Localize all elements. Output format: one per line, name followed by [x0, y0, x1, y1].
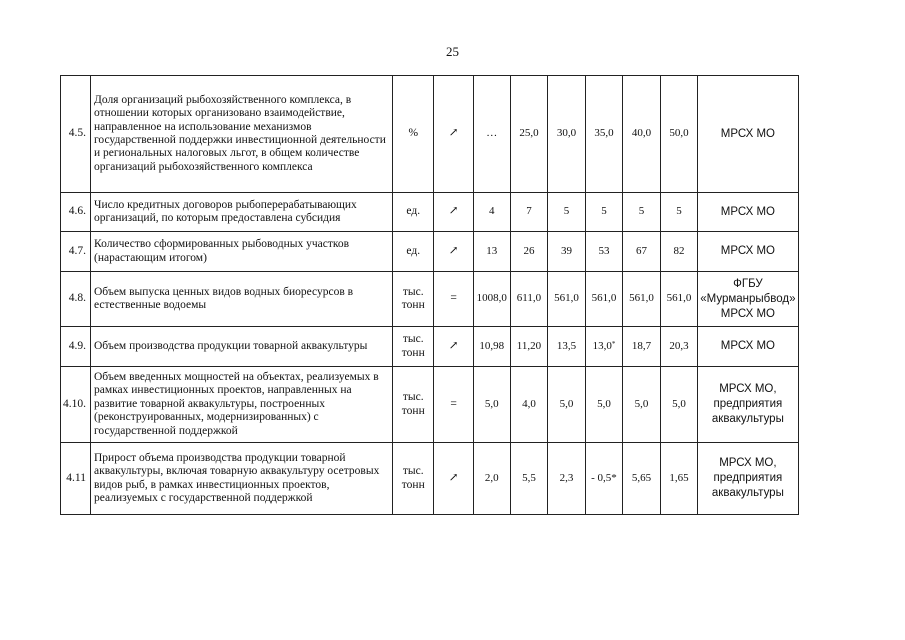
value-cell-v6 [660, 76, 698, 193]
row-number: 4.8. [61, 272, 91, 327]
value-cell-v5 [623, 443, 661, 515]
indicator-name: Доля организаций рыбохозяйственного комплекса, в отношении которых организовано взаимодействие, направленное на использование механизмов государственной поддержки инвестиционной деятельности и региональных налоговых льгот, в общем количестве организаций рыбохозяйственного комплекса [91, 76, 393, 193]
indicator-name: Прирост объема производства продукции товарной аквакультуры, включая товарную аквакультуру осетровых видов рыб, в рамках инвестиционных проектов, реализуемых с государственной поддержкой [91, 443, 393, 515]
indicator-name: Число кредитных договоров рыбоперерабатывающих организаций, по которым предоставлена субсидия [91, 193, 393, 232]
trend-cell: ↗ [434, 76, 473, 193]
unit-cell: ед. [393, 232, 434, 272]
value-cell-v3 [548, 193, 586, 232]
value-cell-v6 [660, 327, 698, 367]
table-row [61, 272, 905, 327]
value-text: 13,0 [592, 339, 612, 352]
value-cell-v5 [623, 272, 661, 327]
value-text: 561,0 [591, 292, 617, 305]
value-text: 11,20 [516, 339, 542, 352]
trend-cell: ↗ [434, 193, 473, 232]
value-cell-v6 [660, 367, 698, 443]
value-cell-v3 [548, 232, 586, 272]
value-text: 611,0 [516, 292, 542, 305]
responsible-line: аквакультуры [711, 487, 784, 499]
value-text: - 0,5* [591, 471, 617, 484]
value-cell-v4 [585, 443, 623, 515]
value-cell-v1 [473, 327, 510, 367]
value-cell-v1 [473, 367, 510, 443]
trend-cell: ↗ [434, 327, 473, 367]
trend-cell: = [434, 272, 473, 327]
table-row [61, 76, 905, 193]
responsible-line: МРСХ МО [720, 307, 775, 320]
value-cell-v6 [660, 232, 698, 272]
value-cell-v3 [548, 76, 586, 193]
value-text: 1008,0 [476, 292, 507, 305]
trend-cell: ↗ [434, 443, 473, 515]
value-cell-v4 [585, 193, 623, 232]
value-cell-v6 [660, 443, 698, 515]
value-cell-v6 [660, 193, 698, 232]
value-cell-v5 [623, 367, 661, 443]
unit-cell: тыс. тонн [393, 443, 434, 515]
value-text: 39 [560, 244, 572, 257]
value-text: 5,5 [522, 471, 536, 484]
responsible-line: МРСХ МО [720, 205, 775, 218]
responsible-line: предприятия [713, 398, 783, 410]
row-number: 4.10. [61, 367, 91, 443]
value-text: 561,0 [629, 292, 654, 305]
value-footnote-mark: * [611, 339, 616, 348]
value-text: 4 [489, 205, 495, 218]
unit-cell: тыс. тонн [393, 367, 434, 443]
value-cell-v4 [585, 272, 623, 327]
value-text: 5 [563, 205, 570, 218]
value-text: 35,0 [594, 127, 614, 140]
value-text: 5 [676, 205, 682, 218]
value-cell-v3 [548, 443, 586, 515]
responsible-line: «Мурманрыбвод» [700, 292, 796, 305]
responsible-cell [698, 327, 798, 367]
table-row [61, 232, 905, 272]
value-text: 82 [673, 244, 685, 257]
trend-cell: = [434, 367, 473, 443]
value-text: 26 [523, 244, 535, 257]
value-cell-v4 [585, 367, 623, 443]
value-cell-v2 [510, 367, 547, 443]
value-cell-v1 [473, 193, 510, 232]
value-text: 5 [601, 205, 607, 218]
value-cell-v6 [660, 272, 698, 327]
value-text: 13,5 [556, 339, 577, 352]
value-cell-v5 [623, 327, 661, 367]
value-cell-v1 [473, 76, 510, 193]
responsible-cell [698, 443, 798, 515]
value-text: 53 [598, 244, 610, 257]
value-cell-v2 [510, 193, 547, 232]
value-text: 10,98 [479, 339, 505, 352]
indicator-name: Объем выпуска ценных видов водных биоресурсов в естественные водоемы [91, 272, 393, 327]
value-cell-v3 [548, 367, 586, 443]
value-text: 1,65 [669, 471, 689, 484]
trend-cell: ↗ [434, 232, 473, 272]
responsible-cell [698, 193, 798, 232]
responsible-line: предприятия [713, 472, 783, 484]
responsible-line: ФГБУ [733, 277, 763, 290]
indicator-name: Объем введенных мощностей на объектах, реализуемых в рамках инвестиционных проектов, направленных на развитие товарной аквакультуры, построенных (реконструированных, модернизированных) с государственной поддержкой [91, 367, 393, 443]
value-text: 5 [638, 205, 645, 218]
responsible-line: МРСХ МО [720, 127, 775, 140]
table-row [61, 327, 905, 367]
value-cell-v4 [585, 76, 623, 193]
value-cell-v2 [510, 232, 547, 272]
row-number: 4.9. [61, 327, 91, 367]
value-cell-v2 [510, 327, 547, 367]
responsible-cell [698, 232, 798, 272]
value-cell-v4 [585, 327, 623, 367]
unit-cell: тыс. тонн [393, 272, 434, 327]
value-text: 561,0 [666, 292, 692, 305]
value-text: 40,0 [631, 127, 652, 140]
value-text: 4,0 [522, 397, 536, 410]
value-text: 50,0 [669, 127, 689, 140]
value-text: … [486, 127, 498, 140]
value-text: 5,65 [631, 471, 652, 484]
row-number: 4.5. [61, 76, 91, 193]
responsible-cell [698, 272, 798, 327]
table-row [61, 193, 905, 232]
responsible-cell [698, 367, 798, 443]
value-cell-v1 [473, 232, 510, 272]
value-cell-v3 [548, 272, 586, 327]
value-cell-v3 [548, 327, 586, 367]
responsible-cell [698, 76, 798, 193]
row-number: 4.6. [61, 193, 91, 232]
value-cell-v2 [510, 272, 547, 327]
value-cell-v5 [623, 76, 661, 193]
value-text: 5,0 [559, 397, 574, 410]
responsible-line: МРСХ МО [720, 245, 775, 257]
value-text: 67 [635, 244, 647, 257]
responsible-line: аквакультуры [711, 413, 784, 425]
value-text: 561,0 [554, 292, 579, 305]
page-number: 25 [446, 44, 459, 59]
value-cell-v2 [510, 76, 547, 193]
indicator-name: Объем производства продукции товарной аквакультуры [91, 327, 393, 367]
responsible-line: МРСХ МО, [719, 383, 777, 395]
value-cell-v1 [473, 443, 510, 515]
value-text: 13 [486, 244, 498, 257]
value-text: 25,0 [519, 127, 539, 140]
value-cell-v4 [585, 232, 623, 272]
value-text: 5,0 [597, 397, 611, 410]
value-text: 20,3 [669, 339, 689, 352]
value-text: 18,7 [631, 339, 652, 352]
row-number: 4.11 [61, 443, 91, 515]
value-text: 5,0 [672, 397, 686, 410]
value-text: 5,0 [484, 397, 499, 410]
value-text: 7 [526, 205, 532, 218]
table-row [61, 367, 905, 443]
unit-cell: тыс. тонн [393, 327, 434, 367]
value-text: 5,0 [634, 397, 649, 410]
value-cell-v5 [623, 193, 661, 232]
table-row [61, 443, 905, 515]
value-text: 30,0 [556, 127, 577, 140]
value-text: 2,0 [484, 471, 499, 484]
indicator-name: Количество сформированных рыбоводных участков (нарастающим итогом) [91, 232, 393, 272]
value-cell-v5 [623, 232, 661, 272]
indicators-table [60, 75, 905, 515]
value-cell-v2 [510, 443, 547, 515]
row-number: 4.7. [61, 232, 91, 272]
unit-cell: % [393, 76, 434, 193]
value-cell-v1 [473, 272, 510, 327]
responsible-line: МРСХ МО [720, 340, 775, 352]
responsible-line: МРСХ МО, [719, 457, 777, 469]
unit-cell: ед. [393, 193, 434, 232]
value-text: 2,3 [559, 471, 574, 484]
